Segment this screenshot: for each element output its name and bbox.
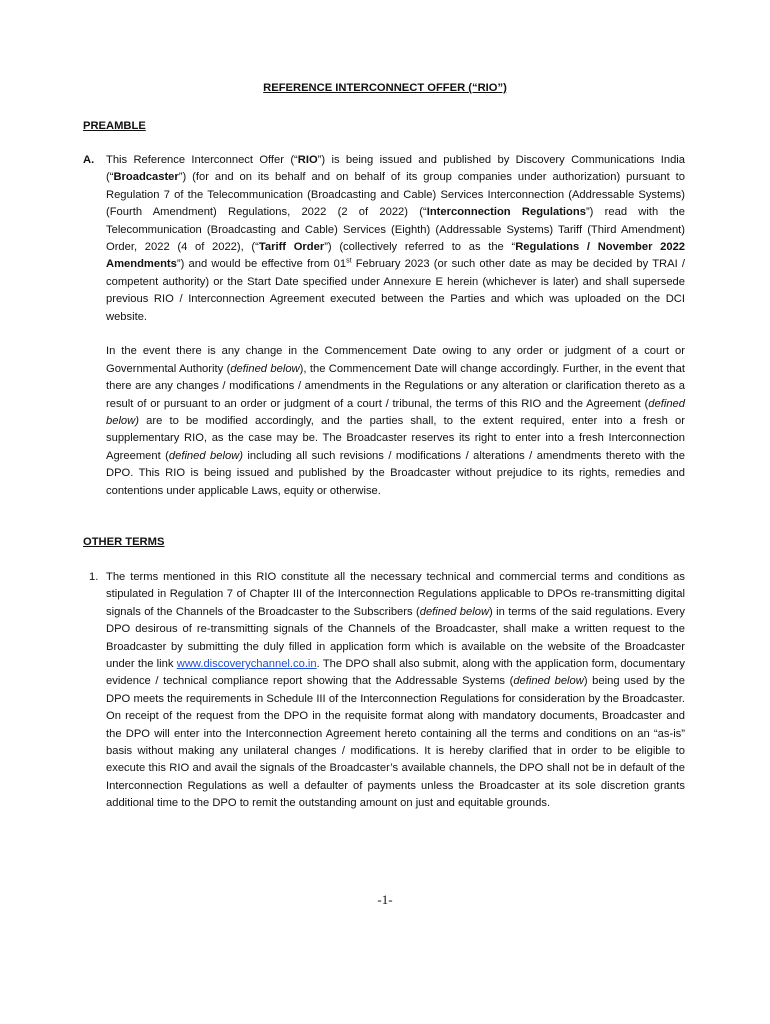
defined-below-note: defined below): [106, 397, 685, 428]
term-broadcaster: Broadcaster: [113, 171, 179, 184]
defined-below-note: defined below: [513, 675, 584, 688]
other-terms-heading: OTHER TERMS: [83, 536, 165, 548]
other-terms-item-1: [83, 569, 685, 813]
term-regulations-amendments: Regulations / November 2022 Amendments: [106, 241, 686, 271]
term-tariff-order: Tariff Order: [258, 241, 325, 254]
term-rio: RIO: [297, 154, 318, 166]
preamble-paragraph-1: This Reference Interconnect Offer (“RIO”) is being issued and published by Discovery Communications India (“Broadcaster”) (for and on its behalf and on behalf of its group companies under authorization) pursuant to Regulation 7 of the Telecommunication (Broadcasting and Cable) Services Interconnection (Addressable Systems) (Fourth Amendment) Regulations, 2022 (2 of 2022) (“Interconnection Regulations”) read with the Telecommunication (Broadcasting and Cable) Services (Eighth) (Addressable Systems) Tariff (Third Amendment) Order, 2022 (4 of 2022), (“Tariff Order”) (collectively referred to as the “Regulations / November 2022 Amendments”) and would be effective from 01st February 2023 (or such other date as may be decided by TRAI / competent authority) or the Start Date specified under Annexure E herein (whichever is later) and shall supersede previous RIO / Interconnection Agreement executed between the Parties and which was uploaded on the DCI website.: [106, 154, 686, 323]
defined-below-note: defined below): [168, 449, 243, 462]
other-terms-paragraph-1: The terms mentioned in this RIO constitute all the necessary technical and commercial terms and conditions as stipulated in Regulation 7 of Chapter III of the Interconnection Regulations applicable to DPOs re-transmitting digital signals of the Channels of the Broadcaster to the Subscribers (defined below) in terms of the said regulations. Every DPO desirous of re-transmitting signals of the Channels of the Broadcaster, shall make a written request to the Broadcaster by submitting the duly filled in application form which is available on the website of the Broadcaster under the link www.discoverychannel.co.in. The DPO shall also submit, along with the application form, documentary evidence / technical compliance report showing that the Addressable Systems (defined below) being used by the DPO meets the requirements in Schedule III of the Interconnection Regulations for consideration by the Broadcaster. On receipt of the request from the DPO in the requisite format along with mandatory documents, Broadcaster and the DPO will enter into the Interconnection Agreement hereto containing all the terms and conditions on an “as-is” basis without making any unilateral changes / modifications. It is hereby clarified that in order to be eligible to execute this RIO and avail the signals of the Broadcaster’s available channels, the DPO shall not be in default of the Interconnection Regulations as well a defaulter of payments unless the Broadcaster at its sole discretion grants additional time to the DPO to remit the outstanding amount on just and equitable grounds.: [106, 571, 685, 810]
defined-below-note: defined below: [230, 362, 300, 375]
preamble-body: [106, 152, 685, 500]
page-number: -1-: [377, 892, 393, 907]
other-terms-body: [106, 569, 685, 813]
list-marker: A.: [83, 154, 95, 166]
preamble-item-a: [83, 152, 685, 500]
ordinal-suffix: st: [346, 257, 352, 265]
preamble-paragraph-2: In the event there is any change in the Commencement Date owing to any order or judgment of a court or Governmental Authority (defined below), the Commencement Date will change accordingly. Further, in the event that there are any changes / modifications / amendments in the Regulations or any alteration or clarification thereto as a result of or pursuant to an order or judgment of a court / tribunal, the terms of this RIO and the Agreement (defined below) are to be modified accordingly, and the parties shall, to the extent required, enter into a fresh or supplementary RIO, as the case may be. The Broadcaster reserves its right to enter into a fresh Interconnection Agreement (defined below) including all such revisions / modifications / alterations / amendments thereto with the DPO. This RIO is being issued and published by the Broadcaster without prejudice to its rights, remedies and contentions under applicable Laws, equity or otherwise.: [106, 345, 685, 497]
defined-below-note: defined below: [419, 605, 490, 618]
discovery-website-link[interactable]: www.discoverychannel.co.in: [176, 658, 317, 671]
term-interconnection-regulations: Interconnection Regulations: [426, 206, 586, 219]
document-title: REFERENCE INTERCONNECT OFFER (“RIO”): [263, 82, 507, 94]
preamble-heading: PREAMBLE: [83, 120, 146, 132]
list-marker: 1.: [89, 571, 99, 583]
